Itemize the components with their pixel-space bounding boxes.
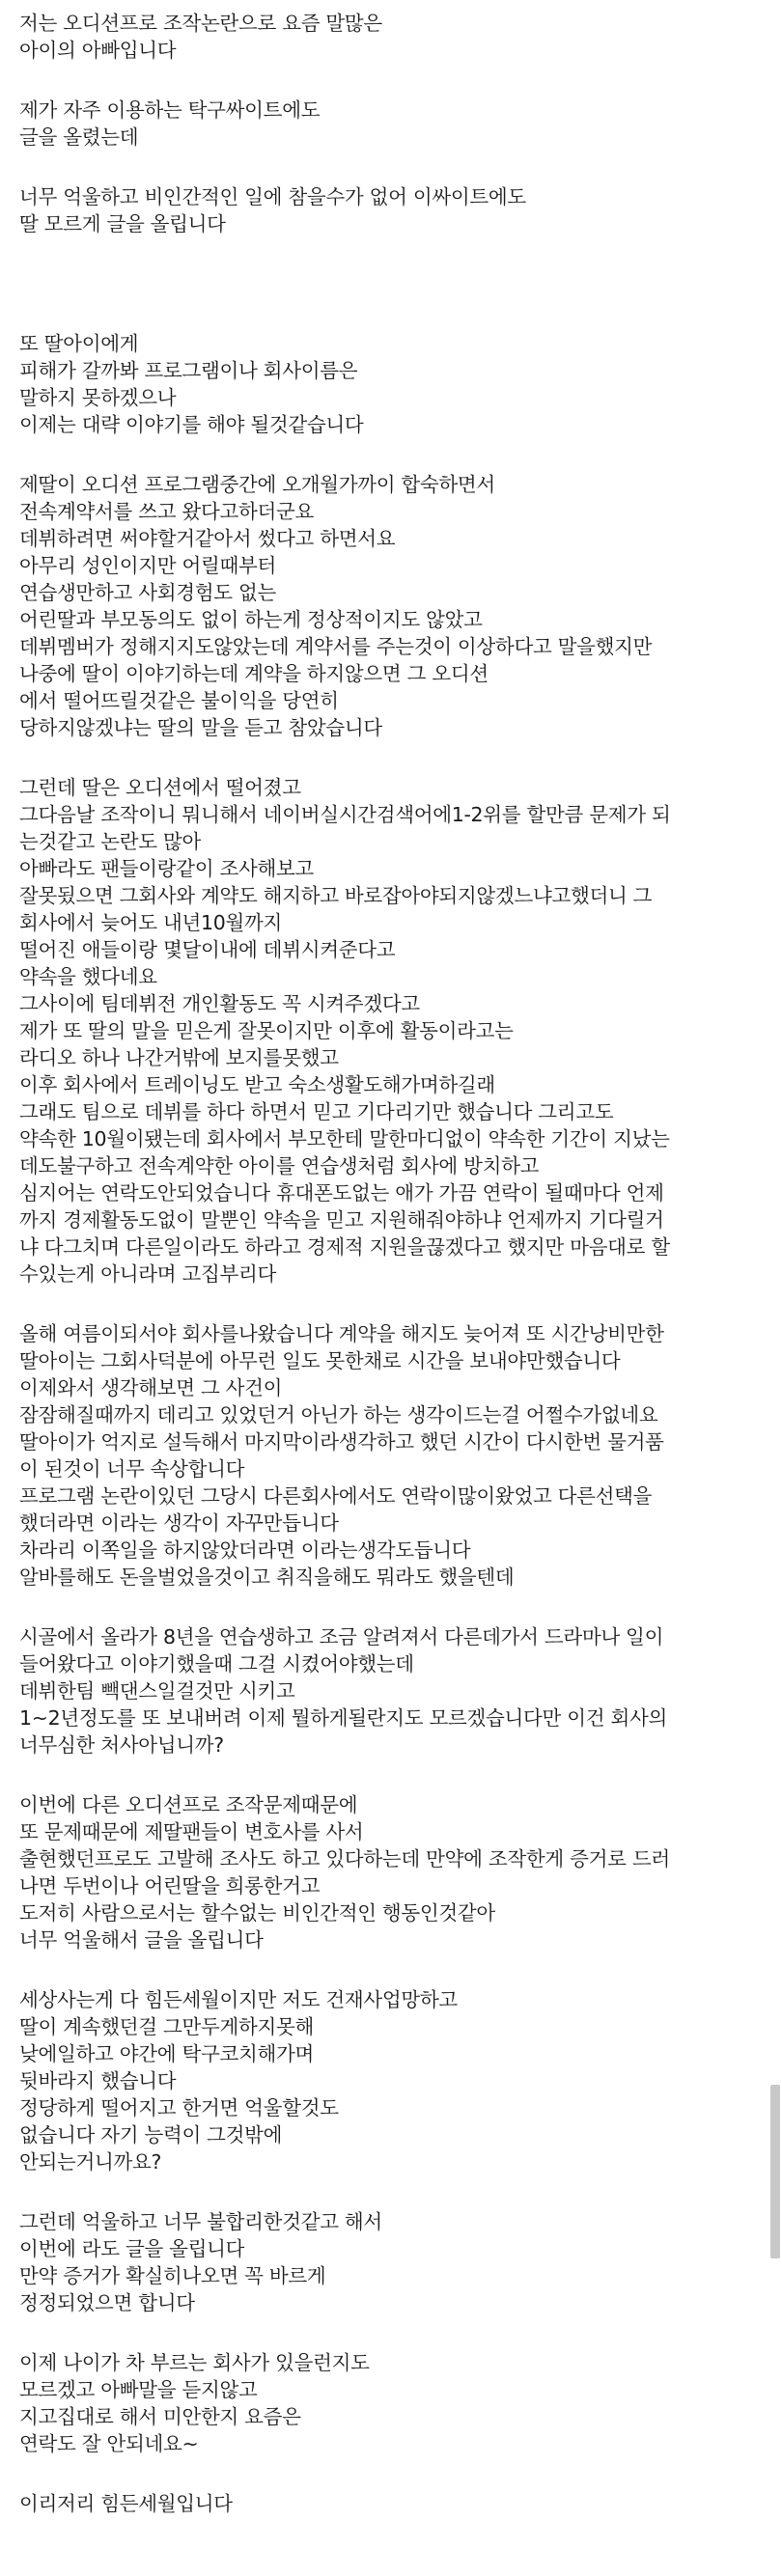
text-line: 또 딸아이에게	[19, 332, 139, 355]
text-line: 세상사는게 다 힘든세월이지만 저도 건재사업망하고	[19, 1988, 458, 2011]
text-line: 그래도 팀으로 데뷔를 하다 하면서 믿고 기다리기만 했습니다 그리고도	[19, 1100, 614, 1123]
text-line: 전속계약서를 쓰고 왔다고하더군요	[19, 500, 314, 523]
text-line: 데뷔멤버가 정해지지도않았는데 계약서를 주는것이 이상하다고 말을했지만	[19, 635, 653, 658]
text-line: 모르겠고 아빠말을 듣지않고	[19, 2378, 258, 2401]
text-line: 까지 경제활동도없이 말뿐인 약속을 믿고 지원해줘야하냐 언제까지 기다릴거	[19, 1208, 664, 1232]
text-line: 데도불구하고 전속계약한 아이를 연습생처럼 회사에 방치하고	[19, 1154, 540, 1177]
text-line: 이후 회사에서 트레이닝도 받고 숙소생활도해가며하길래	[19, 1073, 495, 1096]
paragraph	[19, 183, 763, 237]
paragraph	[19, 2208, 763, 2316]
text-line: 아이의 아빠입니다	[19, 39, 177, 62]
text-line: 잠잠해질때까지 데리고 있었던거 아닌가 하는 생각이드는걸 어쩔수가없네요	[19, 1403, 658, 1426]
text-line: 도저히 사람으로서는 할수없는 비인간적인 행동인것같아	[19, 1901, 495, 1925]
text-line: 는것같고 논란도 많아	[19, 830, 201, 853]
text-line: 지고집대로 해서 미안한지 요즘은	[19, 2405, 301, 2428]
text-line: 딸아이가 억지로 설득해서 마지막이라생각하고 했던 시간이 다시한번 물거품	[19, 1430, 664, 1454]
text-line: 너무심한 처사아닙니까?	[19, 1733, 224, 1757]
text-line: 1~2년정도를 또 보내버려 이제 뭘하게될란지도 모르겠습니다만 이건 회사의	[19, 1706, 667, 1730]
text-line: 출현했던프로도 고발해 조사도 하고 있다하는데 만약에 조작한게 증거로 드러	[19, 1847, 670, 1870]
text-line: 약속한 10월이됐는데 회사에서 부모한테 말한마디없이 약속한 기간이 지났는	[19, 1127, 670, 1150]
text-line: 너무 억울하고 비인간적인 일에 참을수가 없어 이싸이트에도	[19, 185, 526, 208]
paragraph	[19, 1986, 763, 2175]
paragraph	[19, 2349, 763, 2457]
text-line: 에서 떨어뜨릴것같은 불이익을 당연히	[19, 689, 339, 712]
scrollbar-thumb[interactable]	[770, 2085, 780, 2258]
text-line: 정당하게 떨어지고 한거면 억울할것도	[19, 2096, 339, 2119]
text-line: 낮에일하고 야간에 탁구코치해가며	[19, 2042, 314, 2065]
text-line: 들어왔다고 이야기했을때 그걸 시켰어야했는데	[19, 1652, 414, 1676]
text-line: 딸이 계속했던걸 그만두게하지못해	[19, 2015, 314, 2038]
text-line: 알바를해도 돈을벌었을것이고 취직을해도 뭐라도 했을텐데	[19, 1565, 515, 1589]
text-line: 딸아이는 그회사덕분에 아무런 일도 못한채로 시간을 보내야만했습니다	[19, 1349, 621, 1372]
paragraph	[19, 471, 763, 741]
text-line: 제딸이 오디션 프로그램중간에 오개월가까이 합숙하면서	[19, 473, 495, 496]
paragraph	[19, 2490, 763, 2517]
post-body	[19, 10, 763, 2550]
text-line: 그런데 억울하고 너무 불합리한것같고 해서	[19, 2210, 382, 2233]
text-line: 글을 올렸는데	[19, 125, 139, 149]
scrollbar[interactable]	[768, 0, 782, 2576]
text-line: 딸 모르게 글을 올립니다	[19, 212, 226, 235]
paragraph	[19, 1320, 763, 1591]
paragraph	[19, 1791, 763, 1953]
text-line: 프로그램 논란이있던 그당시 다른회사에서도 연락이많이왔었고 다른선택을	[19, 1484, 653, 1508]
text-line: 냐 다그치며 다른일이라도 하라고 경제적 지원을끊겠다고 했지만 마음대로 할	[19, 1235, 670, 1259]
text-line: 차라리 이쪽일을 하지않았더라면 이라는생각도듭니다	[19, 1538, 471, 1562]
text-line: 아무리 성인이지만 어릴때부터	[19, 554, 276, 577]
text-line: 이번에 라도 글을 올립니다	[19, 2237, 245, 2260]
text-line: 그사이에 팀데뷔전 개인활동도 꼭 시켜주겠다고	[19, 992, 420, 1015]
text-line: 라디오 하나 나간거밖에 보지를못했고	[19, 1046, 339, 1069]
text-line: 피해가 갈까봐 프로그램이나 회사이름은	[19, 359, 358, 382]
text-line: 나중에 딸이 이야기하는데 계약을 하지않으면 그 오디션	[19, 662, 489, 685]
text-line	[19, 270, 763, 297]
text-line: 떨어진 애들이랑 몇달이내에 데뷔시켜준다고	[19, 938, 396, 961]
text-line: 이리저리 힘든세월입니다	[19, 2492, 233, 2515]
text-line: 만약 증거가 확실히나오면 꼭 바르게	[19, 2264, 326, 2287]
paragraph	[19, 774, 763, 1288]
text-line: 아빠라도 팬들이랑같이 조사해보고	[19, 857, 314, 880]
text-line: 이제 나이가 차 부르는 회사가 있을런지도	[19, 2351, 370, 2374]
text-line: 이제와서 생각해보면 그 사건이	[19, 1376, 283, 1399]
paragraph	[19, 330, 763, 438]
text-line: 이 된것이 너무 속상합니다	[19, 1457, 245, 1481]
paragraph	[19, 1623, 763, 1759]
text-line: 그다음날 조작이니 뭐니해서 네이버실시간검색어에1-2위를 할만큼 문제가 되	[19, 803, 671, 826]
text-line: 그런데 딸은 오디션에서 떨어졌고	[19, 776, 301, 799]
text-line: 뒷바라지 했습니다	[19, 2069, 177, 2092]
text-line: 시골에서 올라가 8년을 연습생하고 조금 알려져서 다른데가서 드라마나 일이	[19, 1625, 664, 1648]
paragraph	[19, 97, 763, 151]
text-line: 이번에 다른 오디션프로 조작문제때문에	[19, 1793, 358, 1816]
paragraph	[19, 270, 763, 297]
text-line: 나면 두번이나 어린딸을 희롱한거고	[19, 1874, 321, 1897]
text-line: 당하지않겠냐는 딸의 말을 듣고 참았습니다	[19, 716, 382, 739]
text-line: 제가 또 딸의 말을 믿은게 잘못이지만 이후에 활동이라고는	[19, 1019, 514, 1042]
text-line: 이제는 대략 이야기를 해야 될것같습니다	[19, 413, 364, 436]
text-line: 약속을 했다네요	[19, 965, 157, 988]
text-line: 제가 자주 이용하는 탁구싸이트에도	[19, 98, 321, 122]
text-line: 연습생만하고 사회경험도 없는	[19, 581, 276, 604]
text-line: 잘못됬으면 그회사와 계약도 해지하고 바로잡아야되지않겠느냐고했더니 그	[19, 884, 653, 907]
text-line: 없습니다 자기 능력이 그것밖에	[19, 2123, 283, 2147]
text-line: 데뷔하려면 써야할거같아서 썼다고 하면서요	[19, 527, 396, 550]
paragraph	[19, 10, 763, 64]
text-line: 너무 억울해서 글을 올립니다	[19, 1928, 264, 1952]
text-line: 안되는거니까요?	[19, 2150, 162, 2174]
text-line: 심지어는 연락도안되었습니다 휴대폰도없는 애가 가끔 연락이 될때마다 언제	[19, 1181, 664, 1205]
text-line: 연락도 잘 안되네요~	[19, 2432, 199, 2455]
text-line: 데뷔한팀 빽댄스일걸것만 시키고	[19, 1679, 295, 1703]
text-line: 어린딸과 부모동의도 없이 하는게 정상적이지도 않았고	[19, 608, 483, 631]
text-line: 또 문제때문에 제딸팬들이 변호사를 사서	[19, 1820, 364, 1843]
text-line: 회사에서 늦어도 내년10월까지	[19, 911, 282, 934]
text-line: 정정되었으면 합니다	[19, 2291, 195, 2314]
text-line: 올해 여름이되서야 회사를나왔습니다 계약을 해지도 늦어져 또 시간낭비만한	[19, 1322, 664, 1345]
text-line: 말하지 못하겠으나	[19, 386, 177, 409]
text-line: 했더라면 이라는 생각이 자꾸만듭니다	[19, 1511, 339, 1535]
text-line: 수있는게 아니라며 고집부리다	[19, 1262, 276, 1286]
text-line: 저는 오디션프로 조작논란으로 요즘 말많은	[19, 12, 382, 35]
